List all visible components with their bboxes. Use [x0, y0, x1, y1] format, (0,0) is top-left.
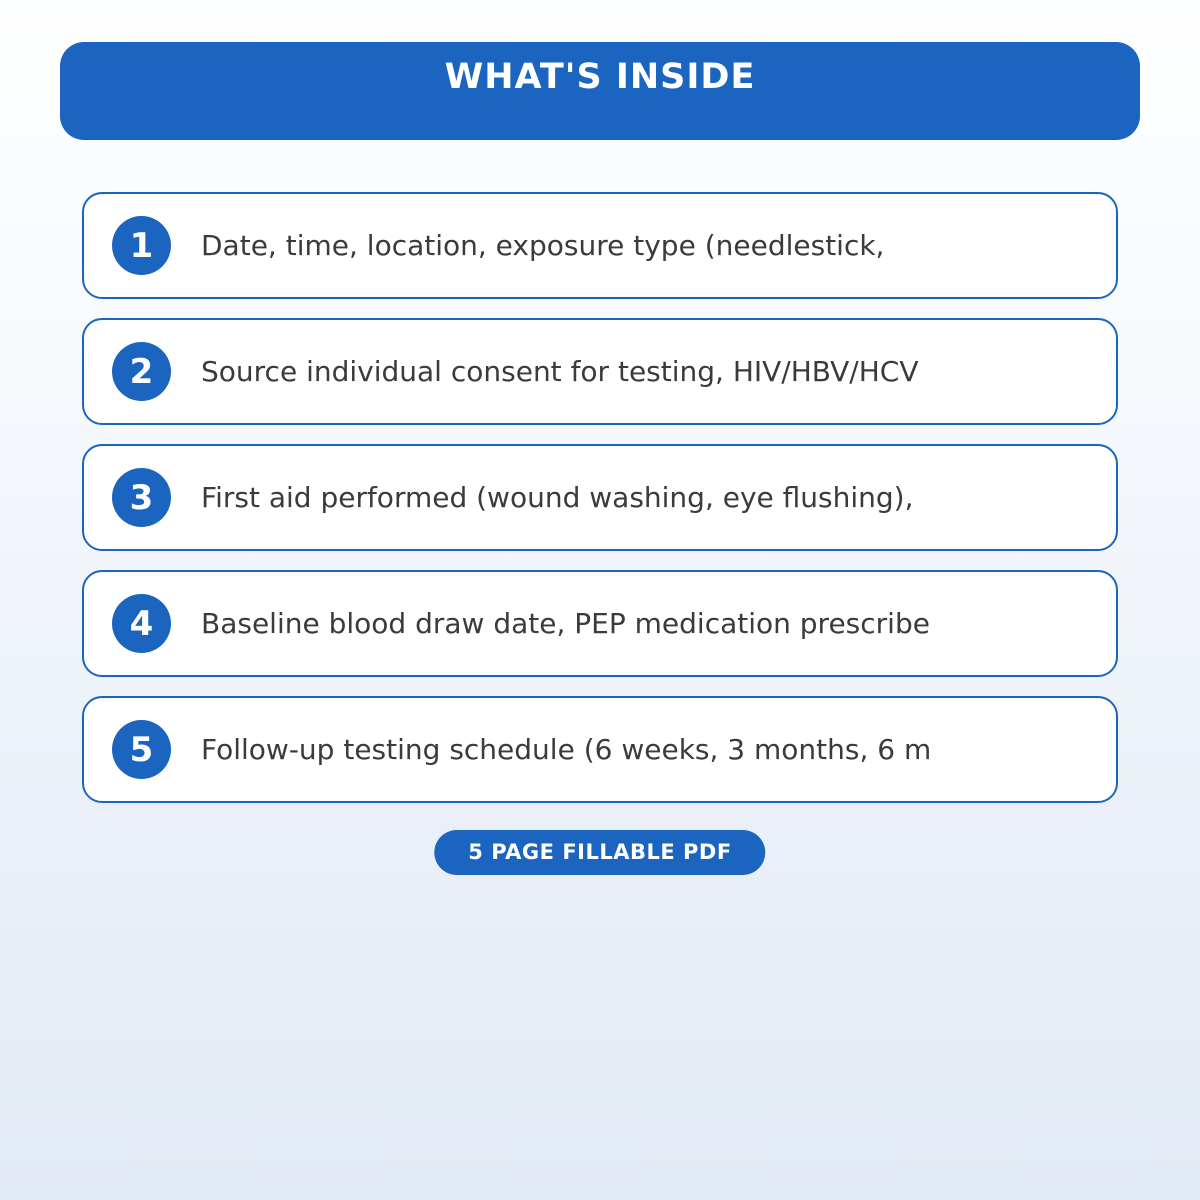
- number-badge: 4: [112, 594, 171, 653]
- list-item-text: Baseline blood draw date, PEP medication prescribe: [201, 607, 930, 640]
- number-badge: 2: [112, 342, 171, 401]
- number-badge: 3: [112, 468, 171, 527]
- list-item: [82, 192, 1118, 299]
- number-badge: 5: [112, 720, 171, 779]
- list-item-text: Date, time, location, exposure type (needlestick,: [201, 229, 885, 262]
- list-item-text: Source individual consent for testing, HIV/HBV/HCV: [201, 355, 919, 388]
- list-item-text: Follow-up testing schedule (6 weeks, 3 months, 6 m: [201, 733, 932, 766]
- header-banner: [60, 42, 1140, 140]
- whats-inside-list: [82, 192, 1118, 822]
- list-item: [82, 696, 1118, 803]
- list-item: [82, 570, 1118, 677]
- list-item: [82, 318, 1118, 425]
- list-item: [82, 444, 1118, 551]
- list-item-text: First aid performed (wound washing, eye flushing),: [201, 481, 914, 514]
- page-count-badge: 5 PAGE FILLABLE PDF: [434, 830, 765, 875]
- number-badge: 1: [112, 216, 171, 275]
- page-title: WHAT'S INSIDE: [444, 57, 756, 97]
